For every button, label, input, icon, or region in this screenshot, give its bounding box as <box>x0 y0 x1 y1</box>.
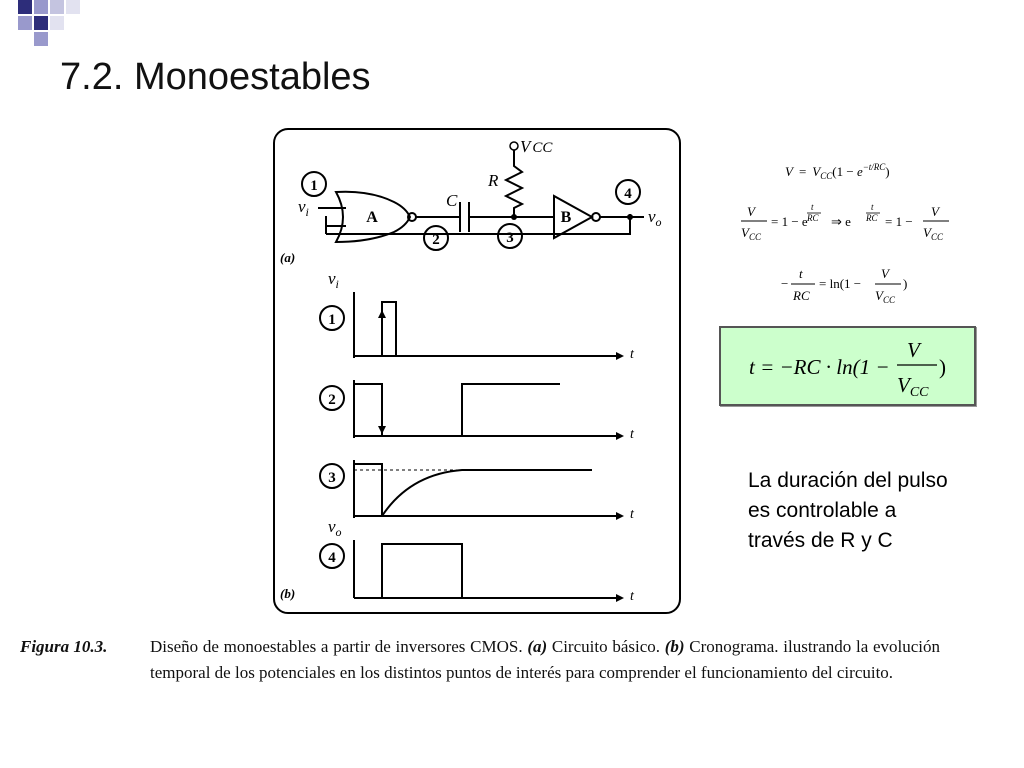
svg-text:= 1 − e: = 1 − e <box>771 214 808 229</box>
svg-text:V: V <box>747 204 755 219</box>
svg-text:t: t <box>811 202 814 212</box>
svg-text:= ln(1 −: = ln(1 − <box>819 276 862 291</box>
trace-1-label: 1 <box>328 312 336 328</box>
part-b-label: (b) <box>280 586 296 601</box>
svg-text:RC: RC <box>866 213 878 223</box>
gate-a-label: A <box>366 209 378 226</box>
junction-dot <box>511 214 517 220</box>
svg-text:): ) <box>939 355 946 379</box>
vi-label: $v_i$ <box>298 197 309 219</box>
pulse-duration-note: La duración del pulso es controlable a través de R y C <box>748 469 948 552</box>
slide-title: 7.2. Monoestables <box>60 56 371 98</box>
svg-text:VCC: $V_{CC}$ <box>741 225 761 242</box>
node-2-label: 2 <box>432 232 440 248</box>
arrow-down-head <box>378 426 386 434</box>
vcc-terminal <box>510 142 518 150</box>
arrow-up-head <box>378 310 386 318</box>
formula-2 <box>741 202 949 242</box>
svg-text:RC: RC <box>807 213 819 223</box>
svg-text:RC: RC <box>793 288 810 303</box>
t-axis-label-2: t <box>630 427 634 442</box>
trace-2-label: 2 <box>328 392 336 408</box>
svg-text:t = −RC · ln(1 −: t = −RC · ln(1 − <box>749 355 890 379</box>
node-1-label: 1 <box>310 178 318 194</box>
node-3-label: 3 <box>506 230 514 246</box>
svg-text:V: V <box>907 338 920 362</box>
svg-text:t: t <box>799 266 803 281</box>
result-formula <box>721 328 974 404</box>
svg-text:⇒ e: ⇒ e <box>831 214 851 229</box>
output-dot <box>627 214 633 220</box>
trace-3-charge <box>382 470 592 516</box>
t-axis-label-3: t <box>630 507 634 522</box>
figure-frame <box>274 129 680 613</box>
trace-2-rise <box>462 384 560 436</box>
trace-3-drop <box>354 464 382 516</box>
result-formula-box <box>719 326 976 406</box>
derivation-formulas <box>735 150 965 320</box>
svg-text:= 1 −: = 1 − <box>885 214 913 229</box>
capacitor-label: C <box>446 191 458 210</box>
formula-1: $V = V_{CC}(1 - e^{-t/RC})$ <box>785 162 890 181</box>
caption-label: Figura 10.3. <box>20 637 108 656</box>
resistor-label: R <box>488 171 499 190</box>
trace-2-fall <box>354 384 382 436</box>
part-a-label: (a) <box>280 250 296 265</box>
t-axis-label-4: t <box>630 589 634 604</box>
svg-text:VCC: VCC <box>897 373 929 400</box>
formula-3 <box>781 266 907 305</box>
svg-text:VCC: $V_{CC}$ <box>923 225 943 242</box>
trace-3-label: 3 <box>328 470 336 486</box>
svg-text:t: t <box>871 202 874 212</box>
svg-text:V: V <box>881 266 889 281</box>
svg-text:−: − <box>781 276 789 291</box>
trace-1-pulse <box>382 302 396 356</box>
resistor-shape <box>506 150 522 217</box>
vo-label: $v_o$ <box>648 207 662 229</box>
svg-text:VCC: $V_{CC}$ <box>875 288 895 305</box>
t-axis-label-1: t <box>630 347 634 362</box>
caption-text: Diseño de monoestables a partir de inversores CMOS. (a) Circuito básico. (b) Cronograma. ilustrando la evolución temporal de los potenciales en los distintos puntos de interés para comprender el funcionamiento del circuito. <box>150 637 941 682</box>
monostable-figure <box>270 126 688 618</box>
svg-text:V: V <box>931 204 939 219</box>
gate-b-label: B <box>560 209 572 226</box>
timing-vo-label: $v_o$ <box>328 517 342 539</box>
node-4-label: 4 <box>624 186 632 202</box>
trace-4-label: 4 <box>328 550 336 566</box>
svg-text:): ) <box>903 276 908 291</box>
vcc-label: V CC <box>520 137 553 156</box>
timing-vi-label: $v_i$ <box>328 269 339 291</box>
trace-4-pulse <box>382 544 462 598</box>
